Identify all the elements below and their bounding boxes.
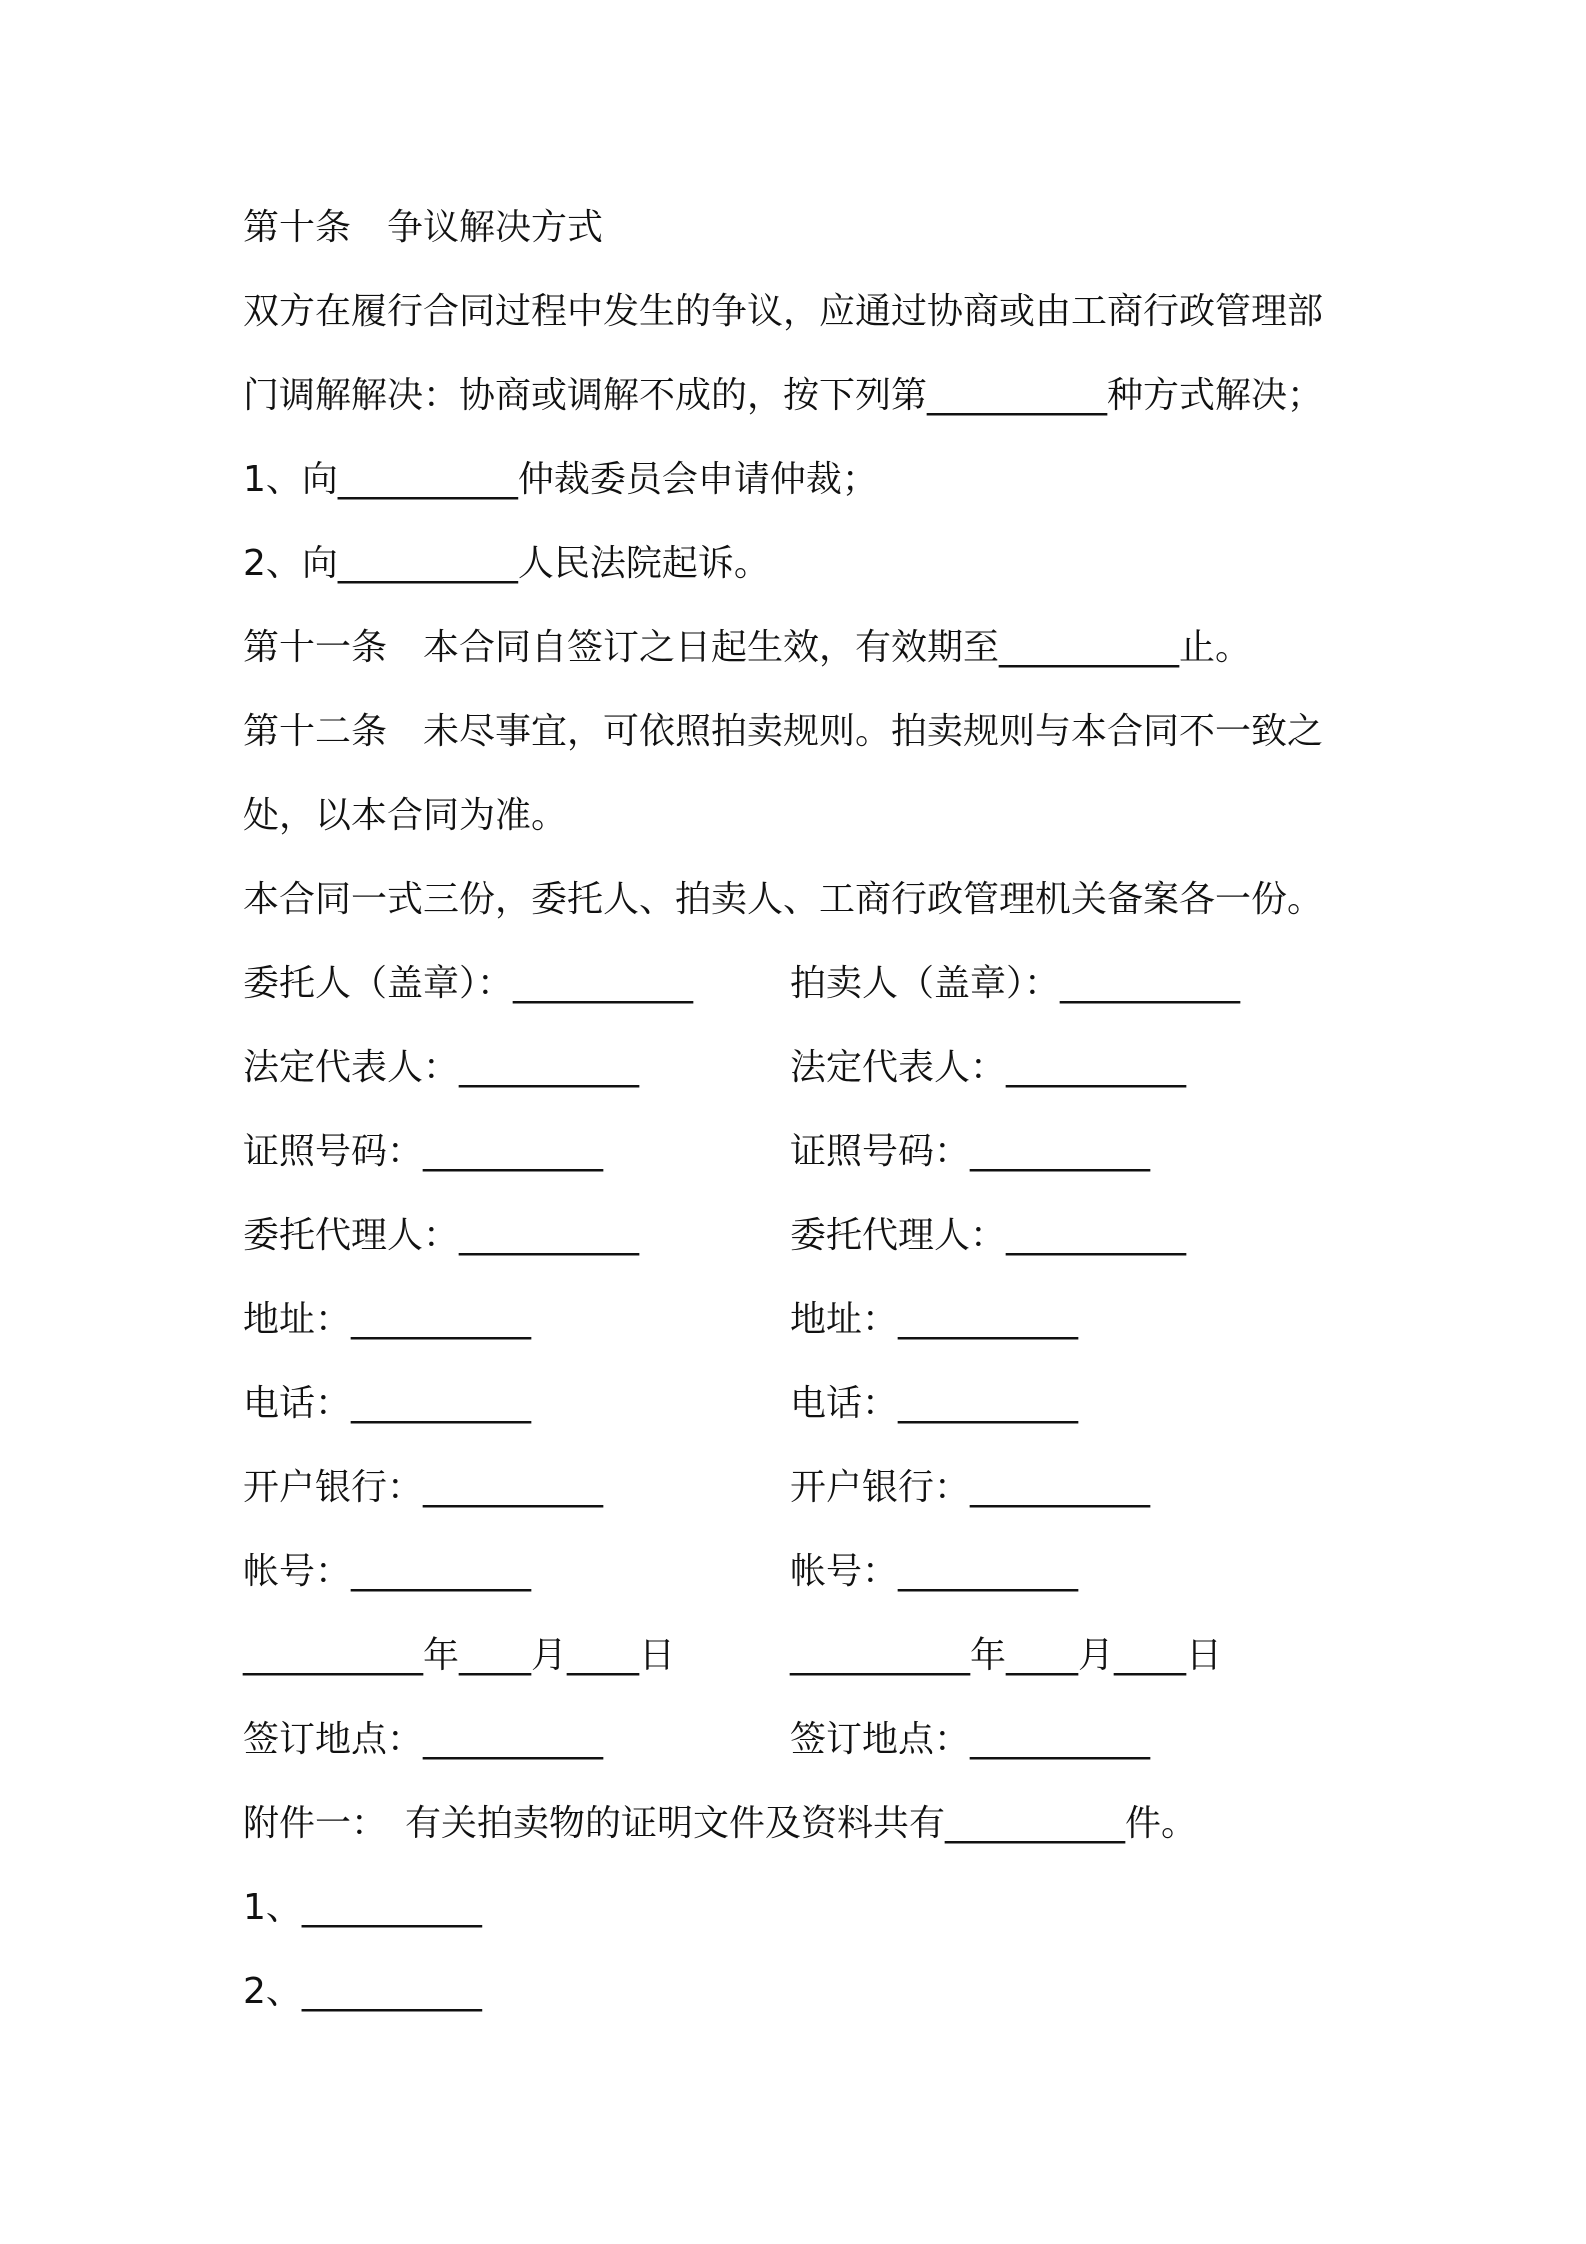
auctioneer-phone-field: 电话：__________ [790,1383,1079,1424]
consignor-seal-field: 委托人（盖章）：__________ [243,963,694,1004]
copies-note: 本合同一式三份，委托人、拍卖人、工商行政管理机关备案各一份。 [243,879,1324,920]
article-10-option-2: 2、向__________人民法院起诉。 [243,543,770,584]
attachment-item-1: 1、__________ [243,1887,482,1928]
article-10-paragraph-line-1: 双方在履行合同过程中发生的争议，应通过协商或由工商行政管理部 [243,291,1324,332]
article-10-option-1: 1、向__________仲裁委员会申请仲裁； [243,459,878,500]
consignor-address-field: 地址：__________ [243,1299,532,1340]
consignor-license-number-field: 证照号码：__________ [243,1131,604,1172]
consignor-date-field: __________年____月____日 [243,1635,675,1676]
attachment-item-2: 2、__________ [243,1971,482,2012]
article-12-line-1: 第十二条 未尽事宜，可依照拍卖规则。拍卖规则与本合同不一致之 [243,711,1324,752]
auctioneer-account-field: 帐号：__________ [790,1551,1079,1592]
article-10-paragraph-line-2: 门调解解决：协商或调解不成的，按下列第__________种方式解决； [243,375,1324,416]
auctioneer-legal-rep-field: 法定代表人：__________ [790,1047,1187,1088]
consignor-account-field: 帐号：__________ [243,1551,532,1592]
auctioneer-address-field: 地址：__________ [790,1299,1079,1340]
auctioneer-seal-field: 拍卖人（盖章）：__________ [790,963,1241,1004]
auctioneer-bank-field: 开户银行：__________ [790,1467,1151,1508]
consignor-agent-field: 委托代理人：__________ [243,1215,640,1256]
auctioneer-date-field: __________年____月____日 [790,1635,1222,1676]
article-12-line-2: 处，以本合同为准。 [243,795,568,836]
consignor-legal-rep-field: 法定代表人：__________ [243,1047,640,1088]
auctioneer-agent-field: 委托代理人：__________ [790,1215,1187,1256]
consignor-bank-field: 开户银行：__________ [243,1467,604,1508]
attachment-one-line: 附件一： 有关拍卖物的证明文件及资料共有__________件。 [243,1803,1198,1844]
auctioneer-license-number-field: 证照号码：__________ [790,1131,1151,1172]
consignor-signing-place-field: 签订地点：__________ [243,1719,604,1760]
consignor-phone-field: 电话：__________ [243,1383,532,1424]
auctioneer-signing-place-field: 签订地点：__________ [790,1719,1151,1760]
article-10-title: 第十条 争议解决方式 [243,207,604,248]
article-11-text: 第十一条 本合同自签订之日起生效，有效期至__________止。 [243,627,1252,668]
